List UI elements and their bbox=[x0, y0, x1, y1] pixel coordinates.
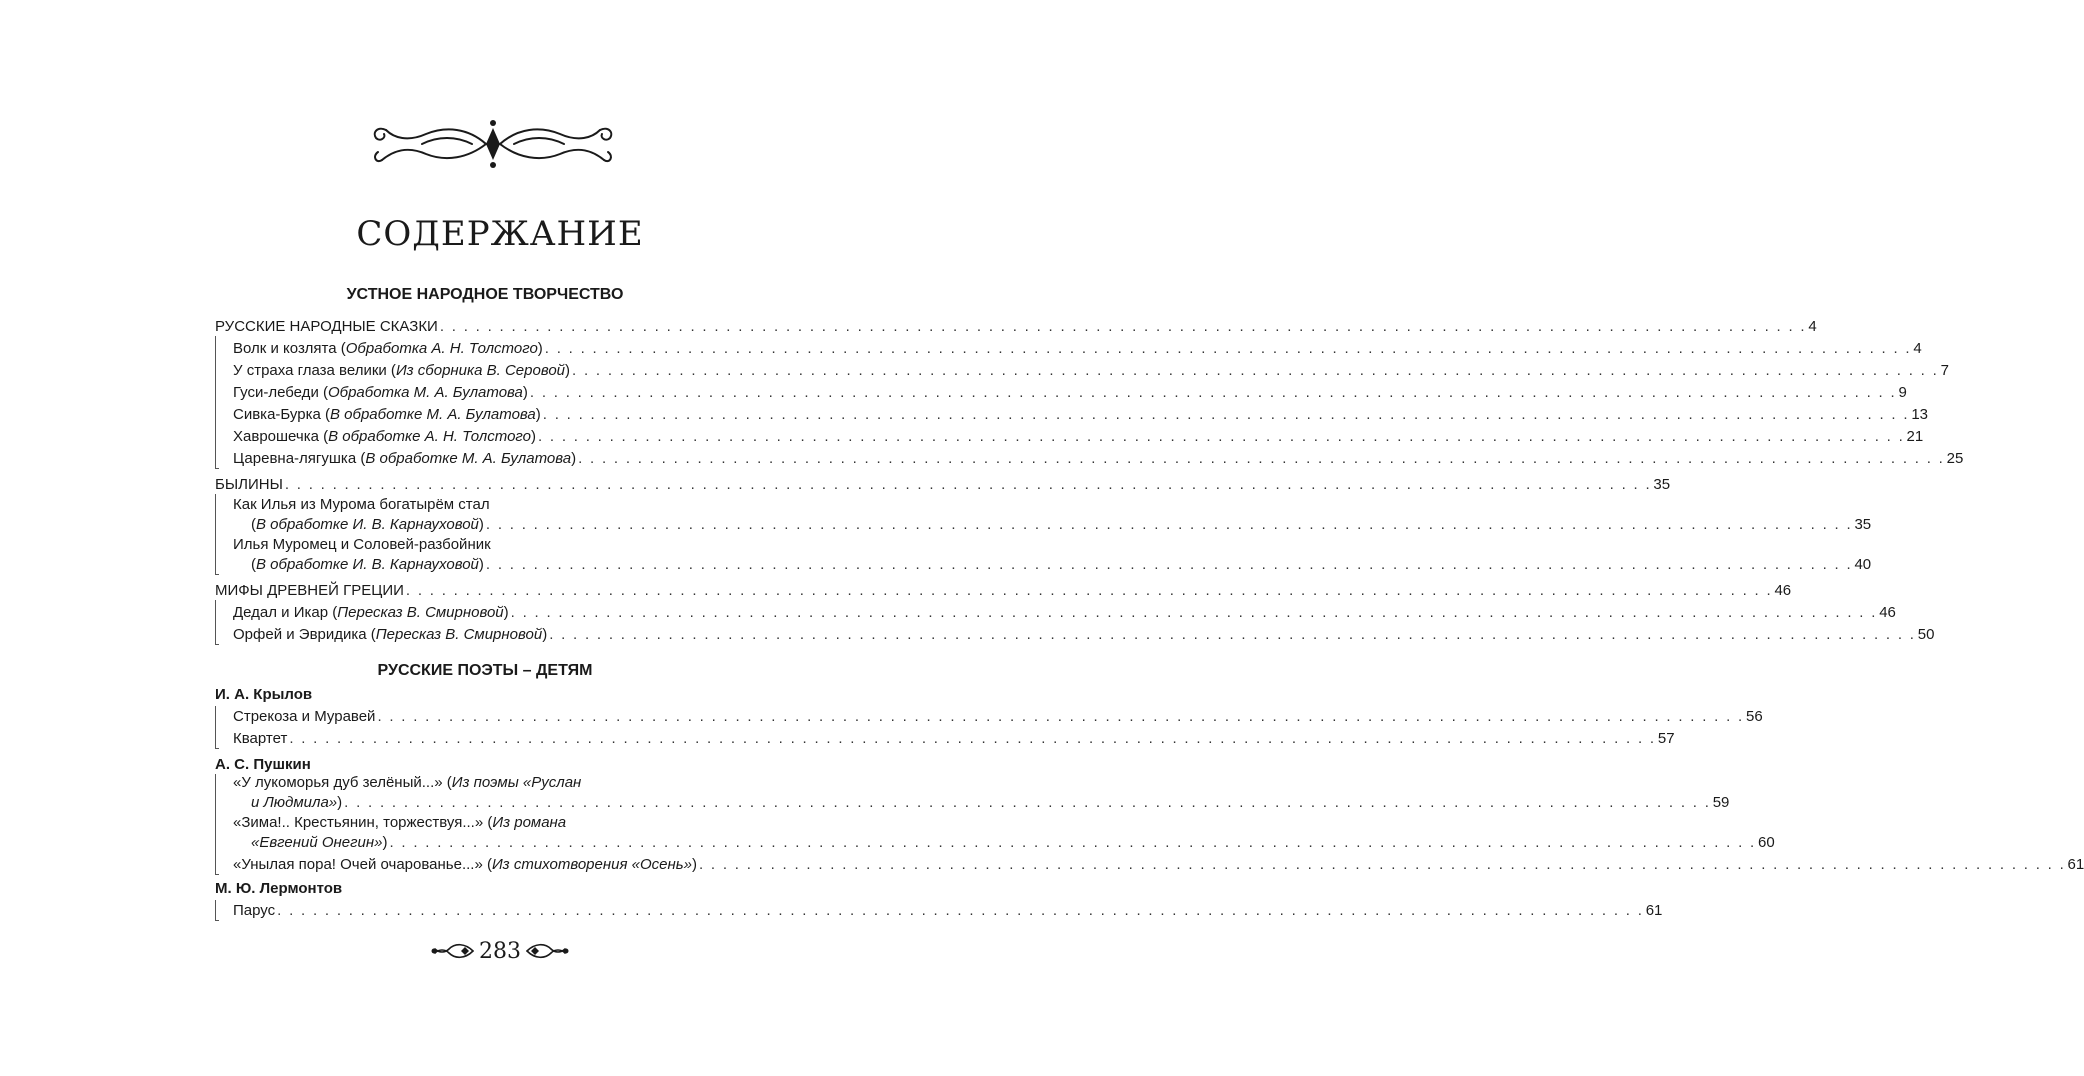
page-ref: 35 bbox=[1653, 476, 1671, 493]
toc-entry[interactable]: Гуси-лебеди (Обработка М. А. Булатова) . . . . . . . . . . . . . . . . . . . . . . . . . . . . . . . . . . . . . . . . . . . . . . . . . . . . . . . . . . . . . . . . . . . . . . . . . . . . . . . . . . . . . . . . . . . . . . . . . . . . . . . . . . . . . . . . . . . 9 bbox=[233, 382, 755, 404]
toc-heading-folk-tales[interactable]: РУССКИЕ НАРОДНЫЕ СКАЗКИ . . . . . . . . . . . . . . . . . . . . . . . . . . . . . . . . . . . . . . . . . . . . . . . . . . . . . . . . . . . . . . . . . . . . . . . . . . . . . . . . . . . . . . . . . . . . . . . . . . . . . . . . . . . . . . . . . . . 4 bbox=[215, 316, 755, 338]
page-ref: 25 bbox=[1946, 450, 1964, 467]
flourish-ornament-icon bbox=[368, 118, 618, 170]
toc-entry-line1: Как Илья из Мурома богатырём стал bbox=[233, 496, 490, 513]
page-ref: 50 bbox=[1917, 626, 1935, 643]
toc-entry[interactable]: У страха глаза велики (Из сборника В. Серовой) . . . . . . . . . . . . . . . . . . . . . . . . . . . . . . . . . . . . . . . . . . . . . . . . . . . . . . . . . . . . . . . . . . . . . . . . . . . . . . . . . . . . . . . . . . . . . . . . . . . . . . . . . . . . . . . . . . . 7 bbox=[233, 360, 755, 382]
toc-entry[interactable]: Парус . . . . . . . . . . . . . . . . . . . . . . . . . . . . . . . . . . . . . . . . . . . . . . . . . . . . . . . . . . . . . . . . . . . . . . . . . . . . . . . . . . . . . . . . . . . . . . . . . . . . . . . . . . . . . . . . . . . 61 bbox=[233, 900, 755, 922]
page-ref: 9 bbox=[1898, 384, 1907, 401]
group-bracket bbox=[215, 706, 219, 749]
toc-entry[interactable]: Стрекоза и Муравей . . . . . . . . . . . . . . . . . . . . . . . . . . . . . . . . . . . . . . . . . . . . . . . . . . . . . . . . . . . . . . . . . . . . . . . . . . . . . . . . . . . . . . . . . . . . . . . . . . . . . . . . . . . . . . . . . . . 56 bbox=[233, 706, 755, 728]
page-ref: 35 bbox=[1854, 516, 1872, 533]
group-bracket bbox=[215, 336, 219, 469]
page-title: СОДЕРЖАНИЕ bbox=[356, 214, 644, 254]
page-ref: 40 bbox=[1854, 556, 1872, 573]
group-bracket bbox=[215, 774, 219, 875]
page-ref: 61 bbox=[1645, 902, 1663, 919]
toc-entry[interactable]: Орфей и Эвридика (Пересказ В. Смирновой) . . . . . . . . . . . . . . . . . . . . . . . . . . . . . . . . . . . . . . . . . . . . . . . . . . . . . . . . . . . . . . . . . . . . . . . . . . . . . . . . . . . . . . . . . . . . . . . . . . . . . . . . . . . . . . . . . . . 50 bbox=[233, 624, 755, 646]
toc-entry[interactable]: (В обработке И. В. Карнауховой) . . . . . . . . . . . . . . . . . . . . . . . . . . . . . . . . . . . . . . . . . . . . . . . . . . . . . . . . . . . . . . . . . . . . . . . . . . . . . . . . . . . . . . . . . . . . . . . . . . . . . . . . . . . . . . . . . . . 40 bbox=[251, 554, 755, 576]
page-footer bbox=[0, 936, 1000, 966]
author-heading: М. Ю. Лермонтов bbox=[215, 880, 343, 897]
page-ref: 60 bbox=[1758, 834, 1775, 851]
group-bracket bbox=[215, 600, 219, 645]
toc-entry[interactable]: (В обработке И. В. Карнауховой) . . . . . . . . . . . . . . . . . . . . . . . . . . . . . . . . . . . . . . . . . . . . . . . . . . . . . . . . . . . . . . . . . . . . . . . . . . . . . . . . . . . . . . . . . . . . . . . . . . . . . . . . . . . . . . . . . . . 35 bbox=[251, 514, 755, 536]
toc-heading-greek-myths[interactable]: МИФЫ ДРЕВНЕЙ ГРЕЦИИ . . . . . . . . . . . . . . . . . . . . . . . . . . . . . . . . . . . . . . . . . . . . . . . . . . . . . . . . . . . . . . . . . . . . . . . . . . . . . . . . . . . . . . . . . . . . . . . . . . . . . . . . . . . . . . . . . . . 46 bbox=[215, 580, 755, 602]
toc-entry[interactable]: «Евгений Онегин») . . . . . . . . . . . . . . . . . . . . . . . . . . . . . . . . . . . . . . . . . . . . . . . . . . . . . . . . . . . . . . . . . . . . . . . . . . . . . . . . . . . . . . . . . . . . . . . . . . . . . . . . . . . . . . . . . . . 60 bbox=[251, 832, 755, 854]
toc-entry[interactable]: Хаврошечка (В обработке А. Н. Толстого) . . . . . . . . . . . . . . . . . . . . . . . . . . . . . . . . . . . . . . . . . . . . . . . . . . . . . . . . . . . . . . . . . . . . . . . . . . . . . . . . . . . . . . . . . . . . . . . . . . . . . . . . . . . . . . . . . . . 21 bbox=[233, 426, 755, 448]
page-ref: 56 bbox=[1746, 708, 1763, 725]
author-heading: А. С. Пушкин bbox=[215, 756, 311, 773]
toc-heading-byliny[interactable]: БЫЛИНЫ . . . . . . . . . . . . . . . . . . . . . . . . . . . . . . . . . . . . . . . . . . . . . . . . . . . . . . . . . . . . . . . . . . . . . . . . . . . . . . . . . . . . . . . . . . . . . . . . . . . . . . . . . . . . . . . . . . . 35 bbox=[215, 474, 755, 496]
page-ref: 59 bbox=[1712, 794, 1730, 811]
toc-entry-line1: «Зима!.. Крестьянин, торжествуя...» (Из романа bbox=[233, 814, 567, 831]
toc-entry-line1: «У лукоморья дуб зелёный...» (Из поэмы «Руслан bbox=[233, 774, 582, 791]
author-heading: И. А. Крылов bbox=[215, 686, 313, 703]
section-title-folk: УСТНОЕ НАРОДНОЕ ТВОРЧЕСТВО bbox=[346, 286, 624, 303]
flourish-right-icon bbox=[525, 939, 569, 963]
toc-entry[interactable]: Дедал и Икар (Пересказ В. Смирновой) . . . . . . . . . . . . . . . . . . . . . . . . . . . . . . . . . . . . . . . . . . . . . . . . . . . . . . . . . . . . . . . . . . . . . . . . . . . . . . . . . . . . . . . . . . . . . . . . . . . . . . . . . . . . . . . . . . . 46 bbox=[233, 602, 755, 624]
page-ref: 4 bbox=[1808, 318, 1817, 335]
page-ref: 57 bbox=[1657, 730, 1675, 747]
page-ref: 13 bbox=[1911, 406, 1929, 423]
page-ref: 4 bbox=[1913, 340, 1922, 357]
section-title-poets: РУССКИЕ ПОЭТЫ – ДЕТЯМ bbox=[377, 662, 593, 679]
page-ref: 46 bbox=[1774, 582, 1792, 599]
page-number: 283 bbox=[479, 938, 521, 964]
page-ref: 61 bbox=[2067, 856, 2084, 873]
toc-entry[interactable]: и Людмила») . . . . . . . . . . . . . . . . . . . . . . . . . . . . . . . . . . . . . . . . . . . . . . . . . . . . . . . . . . . . . . . . . . . . . . . . . . . . . . . . . . . . . . . . . . . . . . . . . . . . . . . . . . . . . . . . . . . 59 bbox=[251, 792, 755, 814]
toc-entry[interactable]: Квартет . . . . . . . . . . . . . . . . . . . . . . . . . . . . . . . . . . . . . . . . . . . . . . . . . . . . . . . . . . . . . . . . . . . . . . . . . . . . . . . . . . . . . . . . . . . . . . . . . . . . . . . . . . . . . . . . . . . 57 bbox=[233, 728, 755, 750]
group-bracket bbox=[215, 900, 219, 921]
page-ref: 7 bbox=[1940, 362, 1949, 379]
flourish-left-icon bbox=[431, 939, 475, 963]
toc-entry[interactable]: «Унылая пора! Очей очарованье...» (Из стихотворения «Осень») . . . . . . . . . . . . . . . . . . . . . . . . . . . . . . . . . . . . . . . . . . . . . . . . . . . . . . . . . . . . . . . . . . . . . . . . . . . . . . . . . . . . . . . . . . . . . . . . . . . . . . . . . . . . . . . . . . . 61 bbox=[233, 854, 755, 876]
page-ref: 46 bbox=[1879, 604, 1896, 621]
group-bracket bbox=[215, 494, 219, 575]
page-ref: 21 bbox=[1906, 428, 1924, 445]
toc-entry[interactable]: Сивка-Бурка (В обработке М. А. Булатова) . . . . . . . . . . . . . . . . . . . . . . . . . . . . . . . . . . . . . . . . . . . . . . . . . . . . . . . . . . . . . . . . . . . . . . . . . . . . . . . . . . . . . . . . . . . . . . . . . . . . . . . . . . . . . . . . . . . 13 bbox=[233, 404, 755, 426]
toc-entry-line1: Илья Муромец и Соловей-разбойник bbox=[233, 536, 491, 553]
toc-entry[interactable]: Волк и козлята (Обработка А. Н. Толстого) . . . . . . . . . . . . . . . . . . . . . . . . . . . . . . . . . . . . . . . . . . . . . . . . . . . . . . . . . . . . . . . . . . . . . . . . . . . . . . . . . . . . . . . . . . . . . . . . . . . . . . . . . . . . . . . . . . . 4 bbox=[233, 338, 755, 360]
toc-entry[interactable]: Царевна-лягушка (В обработке М. А. Булатова) . . . . . . . . . . . . . . . . . . . . . . . . . . . . . . . . . . . . . . . . . . . . . . . . . . . . . . . . . . . . . . . . . . . . . . . . . . . . . . . . . . . . . . . . . . . . . . . . . . . . . . . . . . . . . . . . . . . 25 bbox=[233, 448, 755, 470]
